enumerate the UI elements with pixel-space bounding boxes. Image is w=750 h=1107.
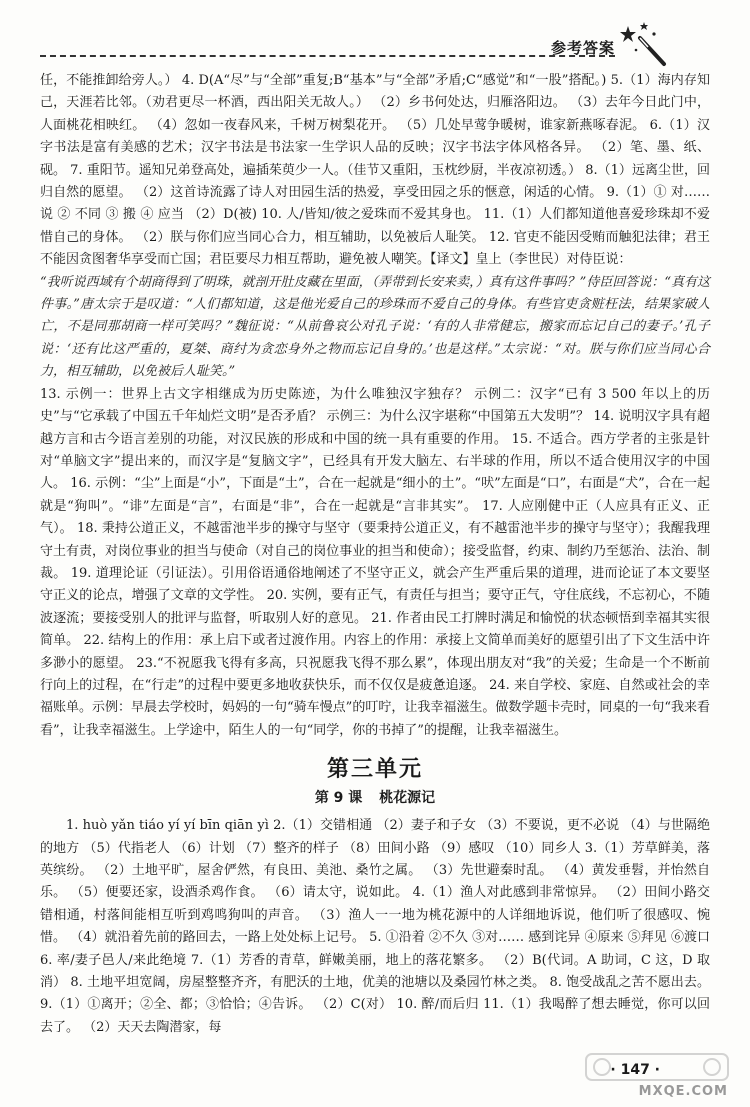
page-header [40,0,710,68]
page-number: · 147 · [610,1062,660,1078]
header-title: 参考答案 [550,39,615,57]
answer-paragraph-2: 13. 示例一：世界上古文字相继成为历史陈迹，为什么唯独汉字独存？ 示例二：汉字“已有 3 500 年以上的历史”与“它承载了中国五千年灿烂文明”是否矛盾？ 示例三：为什么汉字堪称“中国第五大发明”？ 14. 说明汉字具有超越方言和古今语言差别的功能，对汉民族的形成和中国的统一具有重要的作用。 15. 不适合。西方学者的主张是针对“单脑文字”提出来的，而汉字是“复脑文字”，已经具有开发大脑左、右半球的作用，所以不适合使用汉字的中国人。 16. 示例：“尘”上面是“小”，下面是“土”，合在一起就是“细小的土”。“吠”左面是“口”，右面是“犬”，合在一起就是“狗叫”。“诽”左面是“言”，右面是“非”，合在一起就是“言非其实”。 17. 人应刚健中正（人应具有正义、正气）。 18. 秉持公道正义，不越雷池半步的操守与坚守（要秉持公道正义，有不越雷池半步的操守与坚守）；我醒我理守土有责，对岗位事业的担当与使命（对自己的岗位事业的担当和使命）；接受监督，约束、制约乃至惩治、法治、制裁。 19. 道理论证（引证法）。引用俗语通俗地阐述了不坚守正义，就会产生严重后果的道理，进而论证了本文要坚守正义的论点，增强了文章的文学性。 20. 实例，要有正气，有责任与担当；要守正气，守住底线，不忘初心，不随波逐流；要接受别人的批评与监督，听取别人好的意见。 21. 作者由民工打牌时满足和愉悦的状态顿悟到幸福其实很简单。 22. 结构上的作用：承上启下或者过渡作用。内容上的作用：承接上文简单而美好的愿望引出了下文生活中许多渺小的愿望。 23.“不祝愿我飞得有多高，只祝愿我飞得不那么累”，体现出朋友对“我”的关爱；生命是一个不断前行向上的过程，在“行走”的过程中要更多地收获快乐，而不仅仅是疲惫追逐。 24. 来自学校、家庭、自然或社会的幸福账单。示例：早晨去学校时，妈妈的一句“骑车慢点”的叮咛，让我幸福滋生。做数学题卡壳时，同桌的一句“我来看看”，让我幸福滋生。上学途中，陌生人的一句“同学，你的书掉了”的提醒，让我幸福滋生。 [40,386,710,738]
watermark-text: MXQE.COM [638,1084,728,1099]
lesson-number: 第 9 课 [314,790,363,807]
lesson-title [40,787,710,807]
translation-paragraph: “我听说西域有个胡商得到了明珠，就剖开肚皮藏在里面，（弄带到长安来卖，）真有这件事吗？”侍臣回答说：“真有这件事。”唐太宗于是叹道：“人们都知道，这是他光爱自己的珍珠而不爱自己的身体。有些官吏贪赃枉法，结果家破人亡，不是同那胡商一样可笑吗？”魏征说：“从前鲁哀公对孔子说：‘有的人非常健忘，搬家而忘记自己的妻子。’孔子说：‘还有比这严重的，夏桀、商纣为贪恋身外之物而忘记自身的。’也是这样。”太宗说：“对。朕与你们应当同心合力，相互辅助，以免被后人耻笑。” [40,274,710,380]
lesson-name: 桃花源记 [379,790,436,807]
unit-title: 第三单元 [326,757,423,783]
answer-paragraph-1: 任，不能推卸给旁人。） 4. D(A“尽”与“全部”重复;B“基本”与“全部”矛盾;C“感觉”和“一股”搭配。) 5.（1）海内存知己，天涯若比邻。（劝君更尽一杯酒，西出阳关无故人。） （2）乡书何处达，归雁洛阳边。 （3）去年今日此门中，人面桃花相映红。 （4）忽如一夜春风来，千树万树梨花开。 （5）几处早莺争暖树，谁家新燕啄春泥。 6.（1）汉字书法是富有美感的艺术；汉字书法是书法家一生学识人品的反映；汉字书法字体风格各异。 （2）笔、墨、纸、砚。 7. 重阳节。遥知兄弟登高处，遍插茱萸少一人。（佳节又重阳，玉枕纱厨，半夜凉初透。） 8.（1）远离尘世，回归自然的愿望。 （2）这首诗流露了诗人对田园生活的热爱，享受田园之乐的惬意，闲适的心情。 9.（1）① 对……说 ② 不同 ③ 搬 ④ 应当 （2）D(被) 10. 人/皆知/彼之爱珠而不爱其身也。 11.（1）人们都知道他喜爱珍珠却不爱惜自己的身体。 （2）朕与你们应当同心合力，相互辅助，以免被后人耻笑。 12. 官吏不能因受贿而触犯法律；君王不能因贪图奢华享受而亡国；君臣要尽力相互帮助，避免被人嘲笑。【译文】皇上（李世民）对侍臣说： [40,73,710,268]
answer-paragraph-3: 1. huò yǎn tiáo yí yí bīn qiān yì 2.（1）交错相通 （2）妻子和子女 （3）不要说，更不必说 （4）与世隔绝的地方 （5）代指老人 （6）计划 （7）整齐的样子 （8）田间小路 （9）感叹 （10）同乡人 3.（1）芳草鲜美，落英缤纷。 （2）土地平旷，屋舍俨然，有良田、美池、桑竹之属。 （3）先世避秦时乱。 （4）黄发垂髫，并怡然自乐。 （5）便要还家，设酒杀鸡作食。 （6）请太守，说如此。 4.（1）渔人对此感到非常惊异。 （2）田间小路交错相通，村落间能相互听到鸡鸣狗叫的声音。 （3）渔人一一地为桃花源中的人详细地诉说，他们听了很感叹、惋惜。 （4）就沿着先前的路回去，一路上处处标上记号。 5. ①沿着 ②不久 ③对…… 感到诧异 ④原来 ⑤拜见 ⑥渡口 6. 率/妻子邑人/来此绝境 7.（1）芳香的青草，鲜嫩美丽，地上的落花繁多。 （2）B(代词。A 助词，C 这，D 取消） 8. 土地平坦宽阔，房屋整整齐齐，有肥沃的土地，优美的池塘以及桑园竹林之类。 8. 饱受战乱之苦不愿出去。 9.（1）①离开；②全、都；③恰恰；④告诉。 （2）C(对） 10. 醉/而后归 11.（1）我喝醉了想去睡觉，你可以回去了。 （2）天天去陶潜家，每 [40,818,710,1035]
header-dashed-rule [40,55,615,57]
magic-wand-icon [618,20,668,68]
answer-content [40,70,710,1039]
